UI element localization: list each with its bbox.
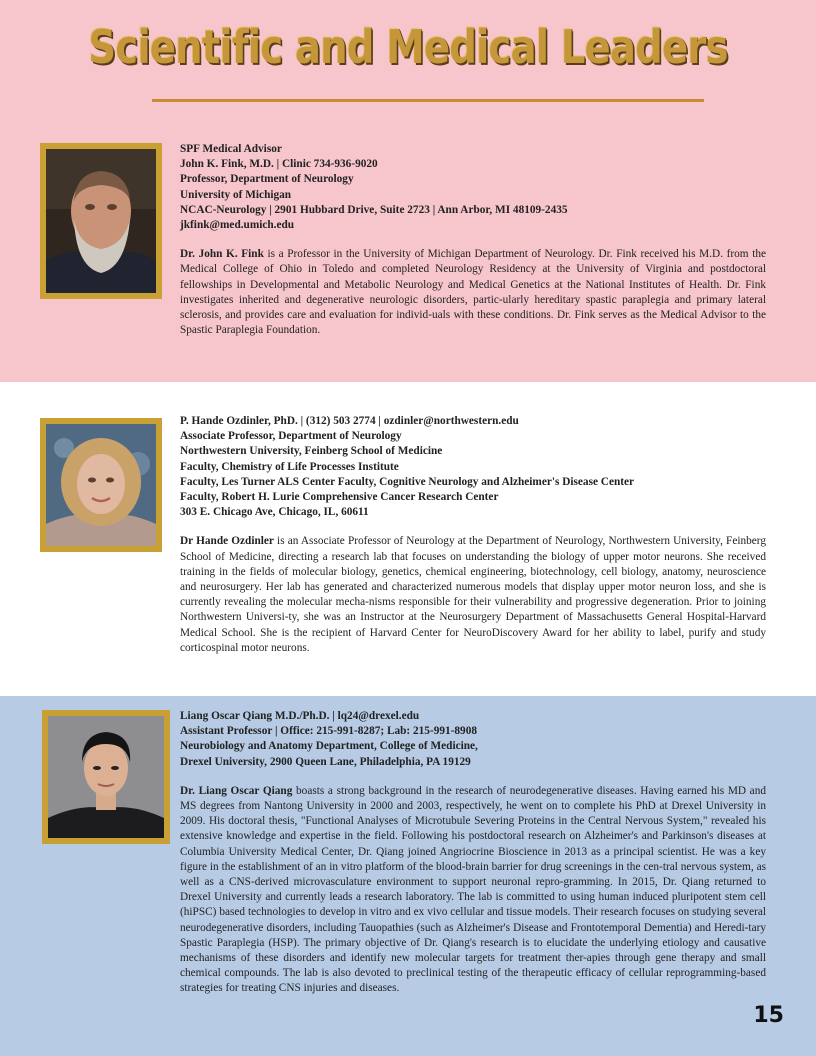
- portrait-ozdinler-image: [46, 424, 156, 546]
- portrait-fink: [40, 143, 162, 299]
- header-line: University of Michigan: [180, 188, 292, 201]
- bio-paragraph-qiang: [180, 784, 766, 997]
- bio-block-qiang: [180, 709, 766, 997]
- bio-header-ozdinler: [180, 414, 766, 520]
- portrait-qiang: [42, 710, 170, 844]
- bio-header-fink: [180, 142, 766, 233]
- header-line: SPF Medical Advisor: [180, 143, 282, 155]
- bio-name: Dr. Liang Oscar Qiang: [180, 784, 293, 797]
- header-line: Faculty, Chemistry of Life Processes Institute: [180, 460, 399, 473]
- portrait-qiang-image: [48, 716, 164, 838]
- page-title: Scientific and Medical Leaders: [88, 20, 728, 74]
- header-line: Associate Professor, Department of Neurology: [180, 430, 402, 443]
- header-line: Faculty, Robert H. Lurie Comprehensive Cancer Research Center: [180, 491, 499, 504]
- header-line: Faculty, Les Turner ALS Center Faculty, Cognitive Neurology and Alzheimer's Disease Center: [180, 475, 635, 488]
- header-line: Northwestern University, Feinberg School of Medicine: [180, 445, 443, 458]
- bio-text: is an Associate Professor of Neurology at the Department of Neurology, Northwestern University, Feinberg School of Medicine, directing a research lab that focuses on understanding the biology of upper motor neurons. She received training in the fields of molecular biology, genetics, chemical engineering, biotechnology, cell biology, anatomy, neuroscience and neurosurgery. Her lab has generated and characterized numerous models that display upper motor neuron loss, and she is currently revealing the molecular mecha-nisms responsible for their vulnerability and progressive degeneration. Prior to joining Northwestern Universi-ty, she was an Instructor at the Neurosurgery Department of Massachusetts General Hospital-Harvard Medical School. She is the recipient of Harvard Center for NeuroDiscovery Award for her ability to label, purify and study corticospinal motor neurons.: [180, 535, 766, 654]
- bio-paragraph-fink: [180, 247, 766, 338]
- header-line: Neurobiology and Anatomy Department, College of Medicine,: [180, 740, 478, 753]
- header-line: NCAC-Neurology | 2901 Hubbard Drive, Suite 2723 | Ann Arbor, MI 48109-2435: [180, 203, 568, 216]
- header-line: Drexel University, 2900 Queen Lane, Philadelphia, PA 19129: [180, 755, 471, 768]
- page-number: 15: [753, 1003, 784, 1028]
- bio-text: is a Professor in the University of Michigan Department of Neurology. Dr. Fink received his M.D. from the Medical College of Ohio in Toledo and completed Neurology Residency at the University of Virginia and postdoctoral fellowships in Developmental and Metabolic Neurology and Medical Genetics at the National Institutes of Health. Dr. Fink investigates inherited and degenerative neurologic disorders, partic-ularly hereditary spastic paraplegia and primary lateral sclerosis, and provides care and evaluation for individ-uals with these conditions. Dr. Fink serves as the Medical Advisor to the Spastic Paraplegia Foundation.: [180, 248, 766, 337]
- portrait-fink-image: [46, 149, 156, 293]
- email-link[interactable]: jkfink@med.umich.edu: [180, 219, 295, 232]
- header-line: P. Hande Ozdinler, PhD. | (312) 503 2774 | ozdinler@northwestern.edu: [180, 415, 519, 427]
- header-line: Assistant Professor | Office: 215-991-8287; Lab: 215-991-8908: [180, 725, 478, 738]
- portrait-ozdinler: [40, 418, 162, 552]
- header-line: 303 E. Chicago Ave, Chicago, IL, 60611: [180, 506, 369, 519]
- bio-name: Dr Hande Ozdinler: [180, 535, 274, 548]
- bio-header-qiang: [180, 709, 766, 770]
- header-line: John K. Fink, M.D. | Clinic 734-936-9020: [180, 158, 378, 171]
- header-line: Liang Oscar Qiang M.D./Ph.D. | lq24@drexel.edu: [180, 710, 420, 722]
- bio-block-ozdinler: [180, 414, 766, 656]
- header-line: Professor, Department of Neurology: [180, 173, 354, 186]
- bio-paragraph-ozdinler: [180, 534, 766, 656]
- bio-block-fink: [180, 142, 766, 338]
- title-divider: [152, 99, 704, 102]
- bio-name: Dr. John K. Fink: [180, 248, 264, 261]
- bio-text: boasts a strong background in the research of neurodegenerative diseases. Having earned his MD and MS degrees from Nantong University in 2000 and 2003, respectively, he went on to complete his PhD at Drexel University in 2009. His doctoral thesis, "Functional Analyses of Microtubule Severing Proteins in the Central Nervous System," revealed his extensive knowledge and expertise in the field. Following his postdoctoral research on Alzheimer's and Parkinson's diseases at Columbia University Medical Center, Dr. Qiang joined Angriocrine Bioscience in 2013 as a principal scientist. He was a key figure in the establishment of an in vitro platform of the blood-brain barrier for drug screenings in the cen-tral nervous system, as well as a CNS-derived microvasculature environment to support neuronal repro-gramming. In 2015, Dr. Qiang returned to Drexel University and currently leads a research laboratory. The lab is committed to using human induced pluripotent stem cell (hiPSC) based technologies to develop in vitro and ex vivo cellular and tissue models. Their research focuses on studying several neurodegenerative disorders, including Tauopathies (such as Alzheimer's Disease and Frontotemporal Dementia) and Heredi-tary Spastic Paraplegia (HSP). The primary objective of Dr. Qiang's research is to elucidate the underlying etiology and causative mechanisms of these disorders and identify new molecular targets for treatment ther-apies through gene therapy and small chemical compounds. The lab is also devoted to preclinical testing of the therapeutic efficacy of cellular reprogramming-based strategies for treating CNS injuries and diseases.: [180, 784, 766, 995]
